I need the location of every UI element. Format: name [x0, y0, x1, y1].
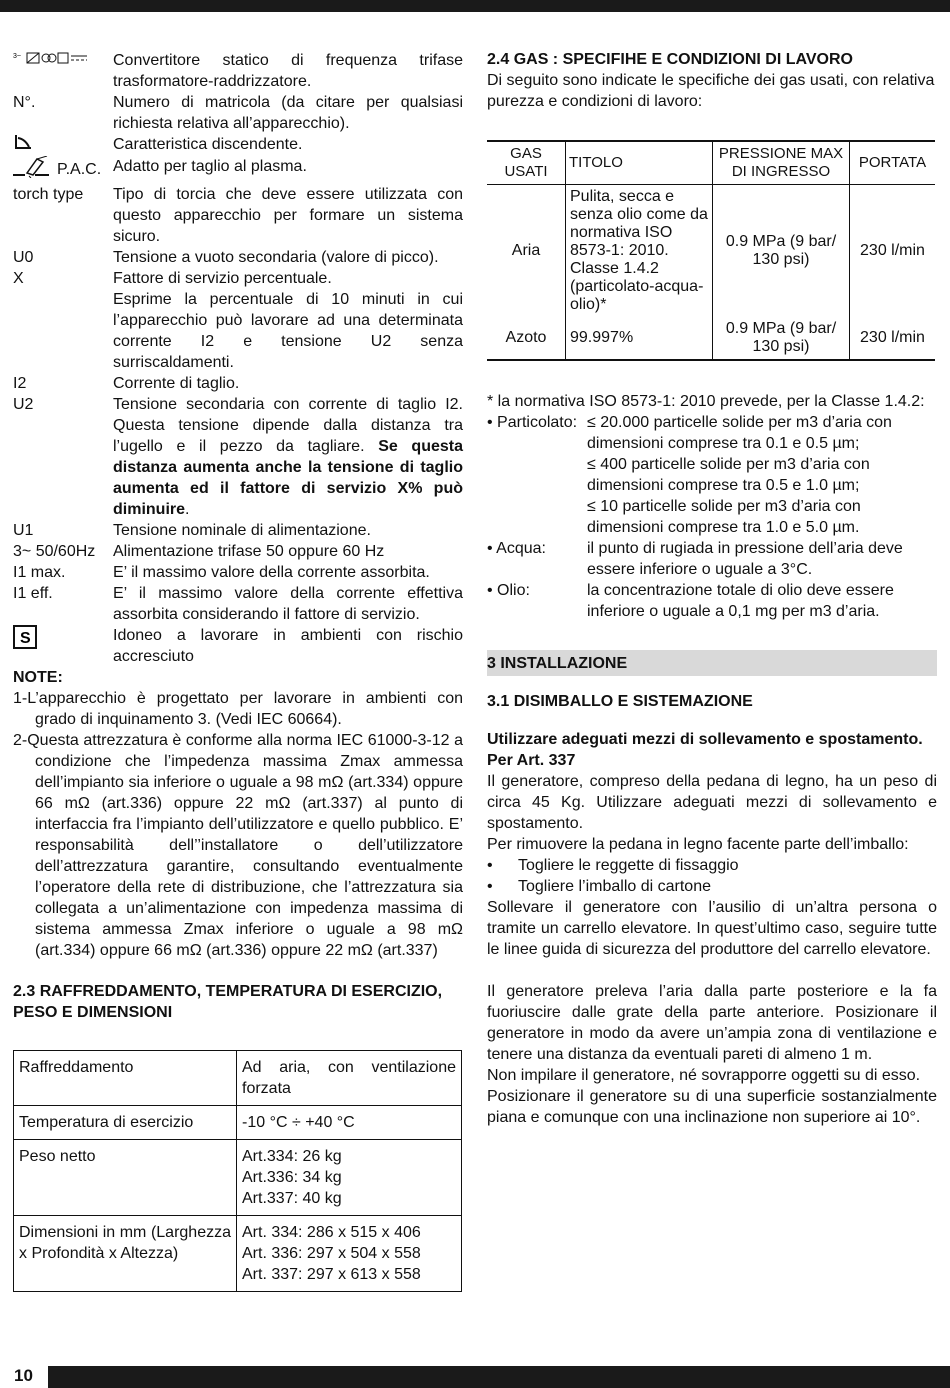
- paragraph-6: Posizionare il generatore su di una superficie sostanzialmente piana e comunque con una inclinazione non superiore ai 10°.: [487, 1088, 937, 1126]
- iso-item: [487, 412, 937, 538]
- symbol-row: [13, 184, 463, 247]
- symbol-key: [13, 50, 113, 92]
- symbol-row: [13, 289, 463, 373]
- spec-value: [237, 1216, 462, 1292]
- plasma-torch-icon: [13, 156, 57, 184]
- symbol-description: Adatto per taglio al plasma.: [113, 158, 307, 175]
- iso-item: [487, 538, 937, 580]
- paragraph-3: Sollevare il generatore con l’ausilio di un’altra persona o tramite un carrello elevatore. In quest’ultimo caso, seguire tutte le linee guida di sicurezza del produttore del carrello elevatore.: [487, 899, 937, 958]
- spec-value-line: Art. 334: 286 x 515 x 406: [242, 1224, 421, 1241]
- gas-header-portata: PORTATA: [850, 141, 936, 185]
- gas-row-azoto: [487, 317, 935, 360]
- gas-header-titolo: TITOLO: [566, 141, 713, 185]
- lift-heading: Utilizzare adeguati mezzi di sollevamento e spostamento.: [487, 731, 923, 748]
- bullet-item: [487, 876, 937, 897]
- symbol-row: [13, 92, 463, 134]
- symbol-row: [13, 50, 463, 92]
- spec-value: [237, 1051, 462, 1106]
- paragraph-5: Non impilare il generatore, né sovrapporre oggetti su di esso.: [487, 1067, 921, 1084]
- spec-table: [13, 1050, 462, 1292]
- symbol-key: [13, 520, 113, 541]
- symbol-key: [13, 92, 113, 134]
- iso-item-line: il punto di rugiada in pressione dell’aria deve essere inferiore o uguale a 3°C.: [587, 540, 903, 578]
- gas-row-aria: [487, 185, 935, 318]
- symbol-description: Esprime la percentuale di 10 minuti in cui l’apparecchio può lavorare ad una determinata corrente I2 e tensione U2 senza surriscaldamenti.: [113, 291, 463, 371]
- bullet-dot: •: [487, 857, 493, 874]
- symbol-key-text: I1 eff.: [13, 585, 53, 602]
- symbol-description: Numero di matricola (da citare per qualsiasi richiesta relativa all’apparecchio).: [113, 94, 463, 132]
- iso-item-line: la concentrazione totale di olio deve essere inferiore o uguale a 0,1 mg per m3 d’aria.: [587, 582, 894, 620]
- spec-value: [237, 1140, 462, 1216]
- symbol-row: [13, 134, 463, 156]
- u2-text: Tensione secondaria con corrente di taglio I2. Questa tensione dipende dalla distanza tra l’ugello e il pezzo da tagliare.: [113, 396, 463, 455]
- gas-header-pressione: PRESSIONE MAX DI INGRESSO: [713, 141, 850, 185]
- spec-label: Dimensioni in mm (Larghezza x Profondità x Altezza): [14, 1216, 237, 1292]
- symbol-key: [13, 247, 113, 268]
- symbol-legend-2: [13, 520, 463, 667]
- section-2-4-title: 2.4 GAS : SPECIFIHE E CONDIZIONI DI LAVORO: [487, 51, 853, 68]
- gas-table: [487, 140, 935, 361]
- drooping-characteristic-icon: [13, 134, 33, 156]
- spec-row: [14, 1140, 462, 1216]
- symbol-description: Idoneo a lavorare in ambienti con rischio accresciuto: [113, 627, 463, 665]
- iso-item-line: ≤ 10 particelle solide per m3 d’aria con dimensioni comprese tra 1.0 e 5.0 µm.: [587, 498, 861, 536]
- bullet-dot: •: [487, 878, 493, 895]
- iso-item-text: [587, 580, 937, 622]
- spec-value-line: Art. 336: 297 x 504 x 558: [242, 1245, 421, 1262]
- gas-cell-pressione: 0.9 MPa (9 bar/ 130 psi): [713, 185, 850, 318]
- symbol-row: [13, 268, 463, 289]
- spec-value-line: Ad aria, con ventilazione forzata: [242, 1059, 456, 1097]
- top-bar: [0, 0, 950, 12]
- symbol-key: [13, 373, 113, 394]
- iso-item-text: [587, 412, 937, 538]
- symbol-description: Alimentazione trifase 50 oppure 60 Hz: [113, 543, 385, 560]
- symbol-key-text: 3~ 50/60Hz: [13, 543, 96, 560]
- symbol-row: [13, 520, 463, 541]
- symbol-row: [13, 247, 463, 268]
- spec-value-line: -10 °C ÷ +40 °C: [242, 1114, 355, 1131]
- spec-value-line: Art.336: 34 kg: [242, 1169, 342, 1186]
- symbol-key: [13, 268, 113, 289]
- paragraph-4: Il generatore preleva l’aria dalla parte posteriore e la fa fuoriuscire dalle grate della parte anteriore. Posizionare il generatore in modo da avere un’ampia zona di ventilazione e tenere una distanza da eventuali pareti di almeno 1 m.: [487, 983, 937, 1063]
- bullet-text: Togliere le reggette di fissaggio: [518, 857, 739, 874]
- iso-item-key: • Particolato:: [487, 414, 578, 431]
- symbol-description: E’ il massimo valore della corrente assorbita.: [113, 564, 430, 581]
- bullet-text: Togliere l’imballo di cartone: [518, 878, 711, 895]
- notes-title: NOTE:: [13, 669, 63, 686]
- symbol-key-text: P.A.C.: [57, 161, 102, 179]
- s-symbol-icon: [13, 625, 37, 655]
- symbol-description: Convertitore statico di frequenza trifase trasformatore-raddrizzatore.: [113, 52, 463, 90]
- section-2-3-title: 2.3 RAFFREDDAMENTO, TEMPERATURA DI ESERCIZIO, PESO E DIMENSIONI: [13, 983, 443, 1021]
- bullet-item: [487, 855, 937, 876]
- section-2-4-intro: Di seguito sono indicate le specifiche dei gas usati, con relativa purezza e condizioni di lavoro:: [487, 72, 935, 110]
- iso-item-key: • Acqua:: [487, 540, 546, 557]
- left-column: [13, 50, 463, 1292]
- symbol-key: [13, 583, 113, 625]
- gas-cell-titolo: 99.997%: [566, 317, 713, 360]
- symbol-key: [13, 134, 113, 156]
- note-2: 2-Questa attrezzatura è conforme alla norma IEC 61000-3-12 a condizione che l’impedenza massima Zmax ammessa dell’impianto sia inferiore o uguale a 98 mΩ (art.334) oppure 66 mΩ (art.336) oppure 22 mΩ (art.337) al punto di interfaccia fra l’impianto dell’utilizzatore e quello pubblico. E’ responsabilità dell’’installatore o dell’utilizzatore dell’attrezzatura garantire, consultando eventualmente l’operatore della rete di distribuzione, che l’attrezzatura sia collegata a un’alimentazione con impedenza massima di sistema ammessa Zmax inferiore o uguale a 98 mΩ (art.334) oppure 66 mΩ (art.336) oppure 22 mΩ (art.337): [13, 732, 463, 959]
- symbol-row: [13, 583, 463, 625]
- svg-text:3~: 3~: [13, 53, 21, 60]
- iso-item-key: • Olio:: [487, 582, 530, 599]
- iso-item-line: ≤ 400 particelle solide per m3 d’aria con dimensioni comprese tra 0.5 e 1.0 µm;: [587, 456, 870, 494]
- paragraph-1: Il generatore, compreso della pedana di legno, ha un peso di circa 45 Kg. Utilizzare adeguati mezzi di sollevamento e spostamento.: [487, 773, 937, 832]
- symbol-description: Corrente di taglio.: [113, 375, 240, 392]
- symbol-row: [13, 625, 463, 667]
- spec-value: [237, 1106, 462, 1140]
- symbol-key: [13, 289, 113, 373]
- gas-header-gas: GAS USATI: [487, 141, 566, 185]
- spec-value-line: Art. 337: 297 x 613 x 558: [242, 1266, 421, 1283]
- symbol-description: Caratteristica discendente.: [113, 136, 303, 153]
- bottom-bar: [0, 1366, 950, 1388]
- section-3-1-title: 3.1 DISIMBALLO E SISTEMAZIONE: [487, 693, 753, 710]
- symbol-key-text: N°.: [13, 94, 36, 111]
- symbol-description: Tipo di torcia che deve essere utilizzata con questo apparecchio per formare un sistema sicuro.: [113, 186, 463, 245]
- symbol-key-text: X: [13, 270, 24, 287]
- iso-item-text: [587, 538, 937, 580]
- bullet-list: [487, 855, 937, 897]
- spec-row: [14, 1106, 462, 1140]
- symbol-key-text: I1 max.: [13, 564, 66, 581]
- symbol-key-text: U1: [13, 522, 34, 539]
- symbol-key: [13, 156, 113, 184]
- symbol-key: U2: [13, 396, 34, 413]
- symbol-key: [13, 541, 113, 562]
- spec-label: Peso netto: [14, 1140, 237, 1216]
- symbol-key: [13, 562, 113, 583]
- gas-cell-name: Azoto: [487, 317, 566, 360]
- symbol-key-text: U0: [13, 249, 34, 266]
- note-1: 1-L’apparecchio è progettato per lavorare in ambienti con grado di inquinamento 3. (Vedi IEC 60664).: [13, 690, 463, 728]
- iso-note: [487, 391, 937, 412]
- symbol-row: [13, 541, 463, 562]
- converter-symbol-icon: [13, 50, 93, 72]
- symbol-key: [13, 184, 113, 247]
- iso-note-text: * la normativa ISO 8573-1: 2010 prevede, per la Classe 1.4.2:: [487, 393, 925, 410]
- u2-bold-text: Se questa distanza aumenta anche la tensione di taglio aumenta ed il fattore di servizio X% può diminuire: [113, 438, 464, 518]
- spec-row: [14, 1216, 462, 1292]
- right-column: [487, 50, 937, 1128]
- u2-end: .: [185, 501, 190, 518]
- symbol-description: [113, 394, 463, 520]
- iso-item: [487, 580, 937, 622]
- gas-cell-name: Aria: [487, 185, 566, 318]
- section-3-title: 3 INSTALLAZIONE: [487, 650, 937, 676]
- symbol-key: [13, 625, 113, 667]
- gas-cell-pressione: 0.9 MPa (9 bar/ 130 psi): [713, 317, 850, 360]
- symbol-legend: [13, 50, 463, 394]
- spec-value-line: Art.334: 26 kg: [242, 1148, 342, 1165]
- gas-cell-titolo: Pulita, secca e senza olio come da normativa ISO 8573-1: 2010. Classe 1.4.2 (particolato-acqua-olio)*: [566, 185, 713, 318]
- spec-value-line: Art.337: 40 kg: [242, 1190, 342, 1207]
- symbol-description: Tensione a vuoto secondaria (valore di picco).: [113, 249, 439, 266]
- symbol-row-u2: [13, 394, 463, 520]
- svg-text:S: S: [20, 630, 31, 647]
- paragraph-2: Per rimuovere la pedana in legno facente parte dell’imballo:: [487, 836, 909, 853]
- spec-label: Raffreddamento: [14, 1051, 237, 1106]
- symbol-key-text: torch type: [13, 186, 84, 203]
- gas-cell-portata: 230 l/min: [860, 329, 925, 346]
- symbol-row: [13, 373, 463, 394]
- gas-cell-portata: 230 l/min: [860, 242, 925, 259]
- spec-label: Temperatura di esercizio: [14, 1106, 237, 1140]
- symbol-description: E’ il massimo valore della corrente effettiva assorbita considerando il fattore di servizio.: [113, 585, 463, 623]
- symbol-row: [13, 562, 463, 583]
- page-number: 10: [0, 1363, 48, 1388]
- spec-row: [14, 1051, 462, 1106]
- iso-items: [487, 412, 937, 622]
- symbol-description: Fattore di servizio percentuale.: [113, 270, 332, 287]
- iso-item-line: ≤ 20.000 particelle solide per m3 d’aria con dimensioni comprese tra 0.1 e 0.5 µm;: [587, 414, 892, 452]
- symbol-row: [13, 156, 463, 184]
- symbol-key-text: I2: [13, 375, 27, 392]
- symbol-description: Tensione nominale di alimentazione.: [113, 522, 371, 539]
- art-heading: Per Art. 337: [487, 752, 576, 769]
